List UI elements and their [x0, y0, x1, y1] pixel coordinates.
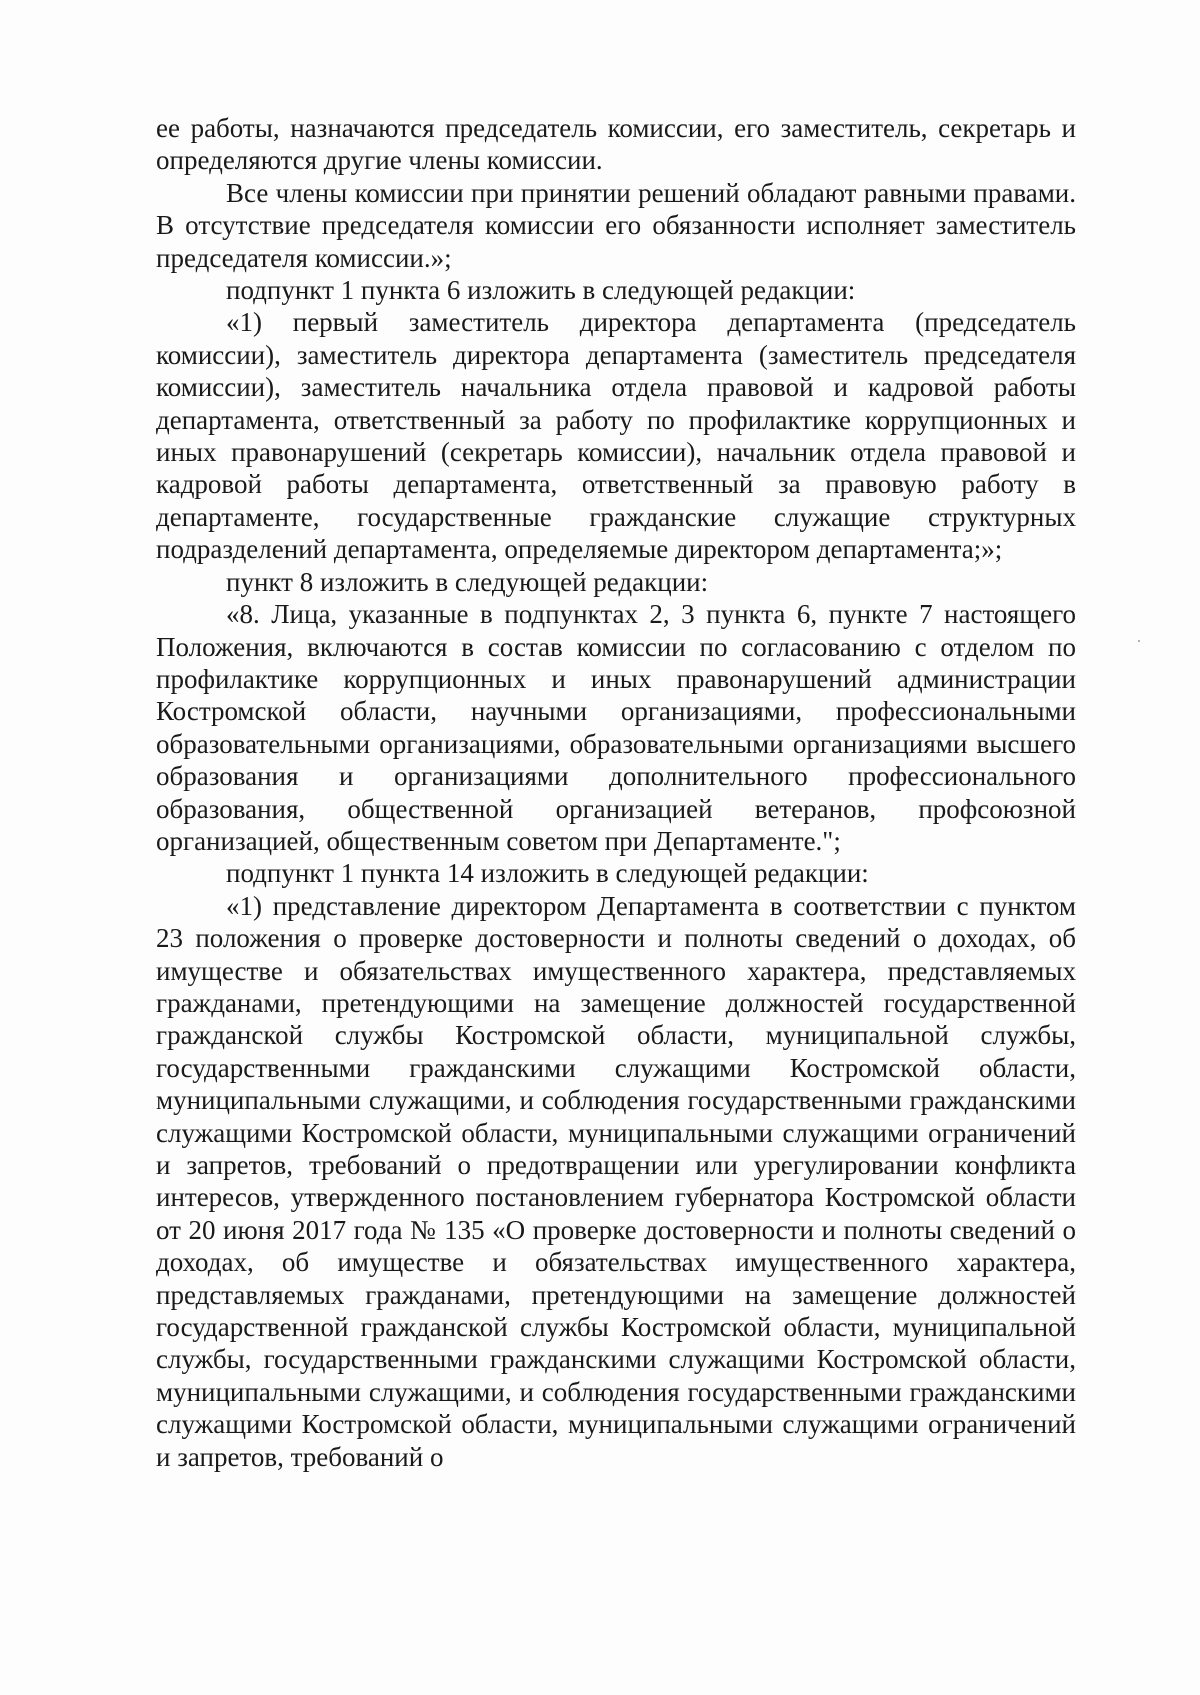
paragraph-equal-rights: Все члены комиссии при принятии решений обладают равными правами. В отсутствие председателя комиссии его обязанности исполняет заместитель председателя комиссии.»; — [156, 177, 1076, 273]
paragraph-continuation: ее работы, назначаются председатель комиссии, его заместитель, секретарь и определяются другие члены комиссии. — [156, 113, 1076, 176]
document-body — [156, 112, 1076, 1473]
scan-speck — [1138, 640, 1140, 642]
paragraph-clause-8-text: «8. Лица, указанные в подпунктах 2, 3 пункта 6, пункте 7 настоящего Положения, включаются в состав комиссии по согласованию с отделом по профилактике коррупционных и иных правонарушений администрации Костромской области, научными организациями, профессиональными образовательными организациями, образовательными организациями высшего образования и организациями дополнительного профессионального образования, общественной организацией ветеранов, профсоюзной организацией, общественным советом при Департаменте."; — [156, 599, 1076, 856]
paragraph-amend-subclause-6-1: подпункт 1 пункта 6 изложить в следующей редакции: — [226, 275, 856, 306]
paragraph-amend-clause-8: пункт 8 изложить в следующей редакции: — [226, 566, 709, 597]
paragraph-amend-subclause-14-1: подпункт 1 пункта 14 изложить в следующей редакции: — [226, 858, 869, 889]
paragraph-subclause-14-1-text: «1) представление директором Департамента в соответствии с пунктом 23 положения о проверке достоверности и полноты сведений о доходах, об имуществе и обязательствах имущественного характера, представляемых гражданами, претендующими на замещение должностей государственной гражданской службы Костромской области, муниципальной службы, государственными гражданскими служащими Костромской области, муниципальными служащими, и соблюдения государственными гражданскими служащими Костромской области, муниципальными служащими ограничений и запретов, требований о предотвращении или урегулировании конфликта интересов, утвержденного постановлением губернатора Костромской области от 20 июня 2017 года № 135 «О проверке достоверности и полноты сведений о доходах, об имуществе и обязательствах имущественного характера, представляемых гражданами, претендующими на замещение должностей государственной гражданской службы Костромской области, муниципальной службы, государственными гражданскими служащими Костромской области, муниципальными служащими, и соблюдения государственными гражданскими служащими Костромской области, муниципальными служащими ограничений и запретов, требований о — [156, 890, 1076, 1472]
paragraph-subclause-6-1-text: «1) первый заместитель директора департамента (председатель комиссии), заместитель директора департамента (заместитель председателя комиссии), заместитель начальника отдела правовой и кадровой работы департамента, ответственный за работу по профилактике коррупционных и иных правонарушений (секретарь комиссии), начальник отдела правовой и кадровой работы департамента, ответственный за правовую работу в департаменте, государственные гражданские служащие структурных подразделений департамента, определяемые директором департамента;»; — [156, 307, 1076, 565]
